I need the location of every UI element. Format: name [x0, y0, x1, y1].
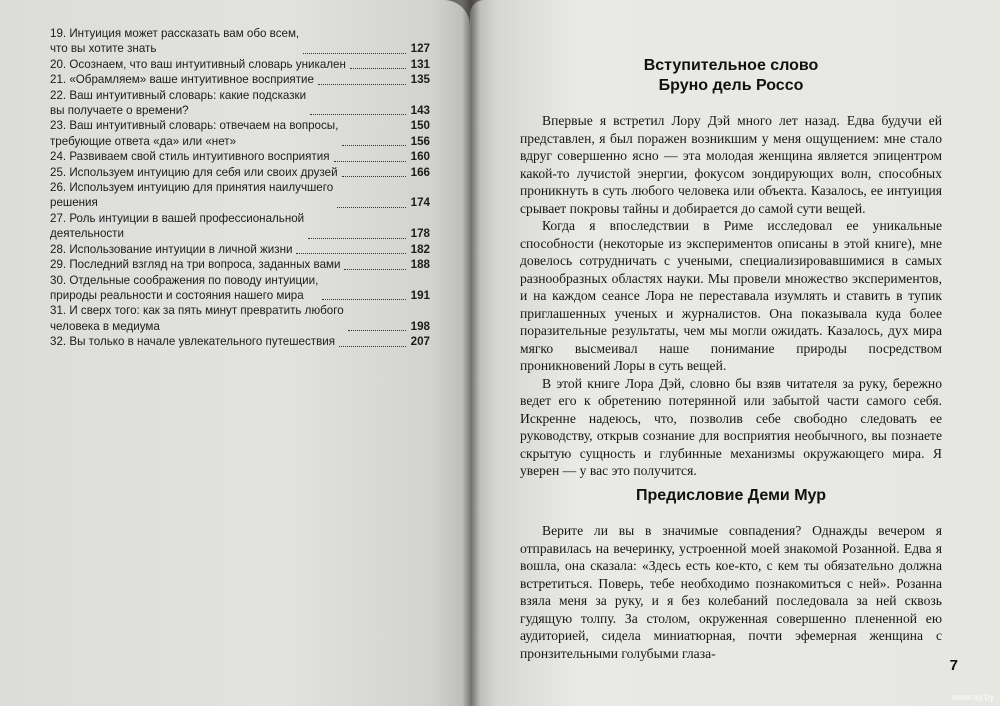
- toc-item-page: 178: [410, 227, 430, 241]
- toc-item-page: 135: [410, 73, 430, 87]
- foreword-paragraph: Впервые я встретил Лору Дэй много лет назад. Едва будучи ей представлен, я был поражен возникшим у меня ощущением: мне стало вдруг совершенно ясно — эта молодая женщина является эпицентром какой-то лучистой энергии, фокусом зондирующих волн, способных проникнуть в суть любого человека или объекта. Казалось, ее интуиция срывает покровы тайны и добирается до самой сути вещей.: [520, 113, 942, 216]
- toc-item: [50, 88, 430, 119]
- dot-leader: [339, 346, 406, 347]
- toc-item-title: 30. Отдельные соображения по поводу интуиции, природы реальности и состояния нашего мира: [50, 273, 319, 302]
- book-gutter: [462, 0, 480, 706]
- foreword-paragraph: Когда я впоследствии в Риме исследовал ее уникальные способности (некоторые из экспериментов описаны в этой книге), мне довелось сотрудничать с учеными, специализировавшимися в самых разнообразных областях науки. Мы провели множество экспериментов, и на каждом сеансе Лора не переставала изумлять и ставить в тупик приглашенных ученых и журналистов. Она показывала куда более поразительные результаты, чем мы могли ожидать. Казалось, дух мира мягко высмеивал наше понимание природы посредством проникновений Лоры в суть вещей.: [520, 218, 942, 373]
- toc-item-title: 19. Интуиция может рассказать вам обо всем, что вы хотите знать: [50, 27, 300, 56]
- dot-leader: [308, 238, 406, 239]
- toc-item: [50, 273, 430, 304]
- preface-title: Предисловие Деми Мур: [636, 487, 826, 504]
- toc-item-title: 31. И сверх того: как за пять минут превратить любого человека в медиума: [50, 304, 344, 333]
- dot-leader: [296, 253, 406, 254]
- toc-item-page: 191: [410, 288, 430, 302]
- toc-item-page: 127: [410, 42, 430, 56]
- toc-item-title: 22. Ваш интуитивный словарь: какие подсказки вы получаете о времени?: [50, 88, 307, 118]
- left-page: [0, 0, 470, 706]
- toc-item: [50, 165, 430, 180]
- toc-item-title: 23. Ваш интуитивный словарь: отвечаем на вопросы, требующие ответа «да» или «нет»: [50, 119, 339, 148]
- toc-item: [50, 242, 430, 257]
- toc-item-page: 131: [410, 57, 430, 71]
- toc-item-title: 26. Используем интуицию для принятия наилучшего решения: [50, 181, 334, 210]
- watermark: www.ay.by: [951, 692, 994, 702]
- preface-paragraph: Верите ли вы в значимые совпадения? Однажды вечером я отправилась на вечеринку, устроенной моей знакомой Розанной. Едва я вошла, она сказала: «Здесь есть кое-кто, с кем ты обязательно должна встретиться. Поверь, тебе необходимо познакомиться с ней». Розанна взяла меня за руку, и я без колебаний последовала за ней сквозь гудящую толпу. За столом, окруженная совершенно плененной ею аудиторией, сидела миниатюрная, почти эфемерная женщина с пронзительными голубыми глаза-: [520, 523, 942, 661]
- toc-item: [50, 334, 430, 349]
- toc-item: [50, 180, 430, 211]
- dot-leader: [344, 269, 406, 270]
- dot-leader: [342, 145, 406, 146]
- toc-item: [50, 211, 430, 242]
- dot-leader: [303, 53, 406, 54]
- table-of-contents: [50, 26, 430, 350]
- toc-item: [50, 118, 430, 149]
- toc-item-title: 27. Роль интуиции в вашей профессиональной деятельности: [50, 211, 305, 241]
- foreword-paragraph: В этой книге Лора Дэй, словно бы взяв читателя за руку, бережно ведет его к обретению потерянной или забытой части самого себя. Искренне надеюсь, что, позволив себе свободно следовать ее руководству, открыв сознание для восприятия необычного, вы познаете скрытую сущность и глубинные механизмы окружающего мира. Я уверен — у вас это получится.: [520, 375, 942, 478]
- toc-item-page: 182: [410, 242, 430, 256]
- toc-item: [50, 72, 430, 87]
- toc-item-page: 166: [410, 165, 430, 179]
- toc-item: [50, 149, 430, 164]
- toc-item-page: 160: [410, 150, 430, 164]
- toc-item-page: 143: [410, 104, 430, 118]
- dot-leader: [348, 330, 406, 331]
- toc-item-title: 20. Осознаем, что ваш интуитивный словарь уникален: [50, 57, 346, 71]
- dot-leader: [322, 299, 406, 300]
- toc-item-page: 198: [410, 319, 430, 333]
- toc-item-title: 28. Использование интуиции в личной жизни: [50, 242, 293, 256]
- page-number: 7: [949, 657, 958, 674]
- dot-leader: [334, 161, 406, 162]
- foreword-title-line2: Бруно дель Россо: [658, 77, 804, 94]
- toc-item-title: 25. Используем интуицию для себя или своих друзей: [50, 165, 338, 179]
- toc-item-page: 150 156: [410, 119, 430, 148]
- toc-item: [50, 26, 430, 57]
- foreword-title-line1: Вступительное слово: [643, 57, 819, 74]
- toc-item-page: 188: [410, 258, 430, 272]
- preface-demi: [520, 486, 942, 662]
- toc-item-title: 21. «Обрамляем» ваше интуитивное восприятие: [50, 73, 314, 87]
- toc-item: [50, 303, 430, 334]
- right-page: [470, 0, 1000, 706]
- toc-item: [50, 57, 430, 72]
- toc-item: [50, 257, 430, 272]
- toc-item-page: 174: [410, 196, 430, 210]
- dot-leader: [350, 68, 406, 69]
- foreword-bruno: [520, 56, 942, 480]
- dot-leader: [310, 114, 406, 115]
- toc-item-title: 29. Последний взгляд на три вопроса, заданных вами: [50, 258, 341, 272]
- dot-leader: [337, 207, 406, 208]
- dot-leader: [318, 84, 406, 85]
- toc-item-title: 24. Развиваем свой стиль интуитивного восприятия: [50, 150, 330, 164]
- toc-item-page: 207: [410, 335, 430, 349]
- dot-leader: [342, 176, 406, 177]
- toc-item-title: 32. Вы только в начале увлекательного путешествия: [50, 335, 336, 349]
